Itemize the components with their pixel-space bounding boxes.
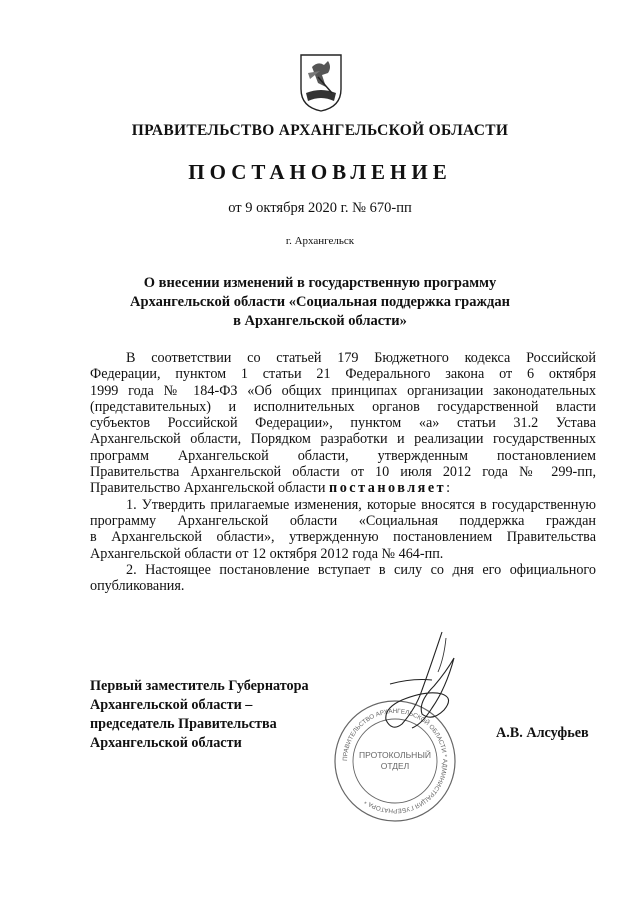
resolve-line (90, 480, 596, 496)
body-line: 1999 года № 184-ФЗ «Об общих принципах организации законодательных (90, 382, 596, 399)
signatory-position (90, 677, 309, 753)
document-body (90, 350, 596, 594)
body-line: Архангельской области, Порядком разработки и реализации государственных (90, 431, 596, 448)
resolve-prefix: Правительство Архангельской области (90, 480, 326, 497)
item1-line: 1. Утвердить прилагаемые изменения, которые вносятся в государственную (126, 496, 596, 513)
resolve-suffix: : (446, 480, 451, 497)
position-line: Архангельской области – (90, 697, 253, 713)
heading-line: О внесении изменений в государственную программу (143, 275, 497, 291)
government-title: ПРАВИТЕЛЬСТВО АРХАНГЕЛЬСКОЙ ОБЛАСТИ (131, 122, 509, 139)
body-line: В соответствии со статьей 179 Бюджетного кодекса Российской (126, 350, 596, 366)
body-line: субъектов Российской Федерации», пунктом «а» статьи 31.2 Устава (90, 415, 596, 432)
signatory-name: А.В. Алсуфьев (496, 725, 589, 741)
item2-line: опубликования. (90, 578, 185, 595)
document-city: г. Архангельск (285, 235, 355, 247)
item1-line: программу Архангельской области «Социальная поддержка граждан (90, 512, 596, 529)
position-line: Архангельской области (90, 735, 242, 751)
heading-line: Архангельской области «Социальная поддержка граждан (130, 294, 510, 310)
stamp-center-text: ПРОТОКОЛЬНЫЙ ОТДЕЛ (359, 750, 431, 771)
item2-line: 2. Настоящее постановление вступает в силу со дня его официального (126, 561, 596, 578)
body-line: программ Архангельской области, утвержденным постановлением (90, 447, 596, 464)
document-date-number: от 9 октября 2020 г. № 670-пп (228, 200, 412, 216)
item1-line: Архангельской области от 12 октября 2012 года № 464-пп. (90, 545, 444, 562)
stamp-ring-text: ПРАВИТЕЛЬСТВО АРХАНГЕЛЬСКОЙ ОБЛАСТИ * АДМИНИСТРАЦИЯ ГУБЕРНАТОРА * (341, 707, 449, 815)
coat-of-arms-icon (298, 53, 344, 113)
position-line: председатель Правительства (90, 716, 277, 732)
document-heading (0, 274, 640, 331)
position-line: Первый заместитель Губернатора (90, 678, 309, 694)
document-type: ПОСТАНОВЛЕНИЕ (188, 160, 452, 184)
body-line: Правительства Архангельской области от 10 июля 2012 года № 299-пп, (90, 464, 596, 481)
body-line: (представительных) и исполнительных органов государственной власти (90, 398, 596, 415)
heading-line: в Архангельской области» (233, 313, 407, 329)
item1-line: в Архангельской области», утвержденную постановлением Правительства (90, 529, 596, 546)
body-line: Федерации, пунктом 1 статьи 21 Федерального закона от 6 октября (90, 366, 596, 383)
handwritten-signature-icon (372, 628, 472, 738)
resolve-word: постановляет (329, 480, 447, 497)
